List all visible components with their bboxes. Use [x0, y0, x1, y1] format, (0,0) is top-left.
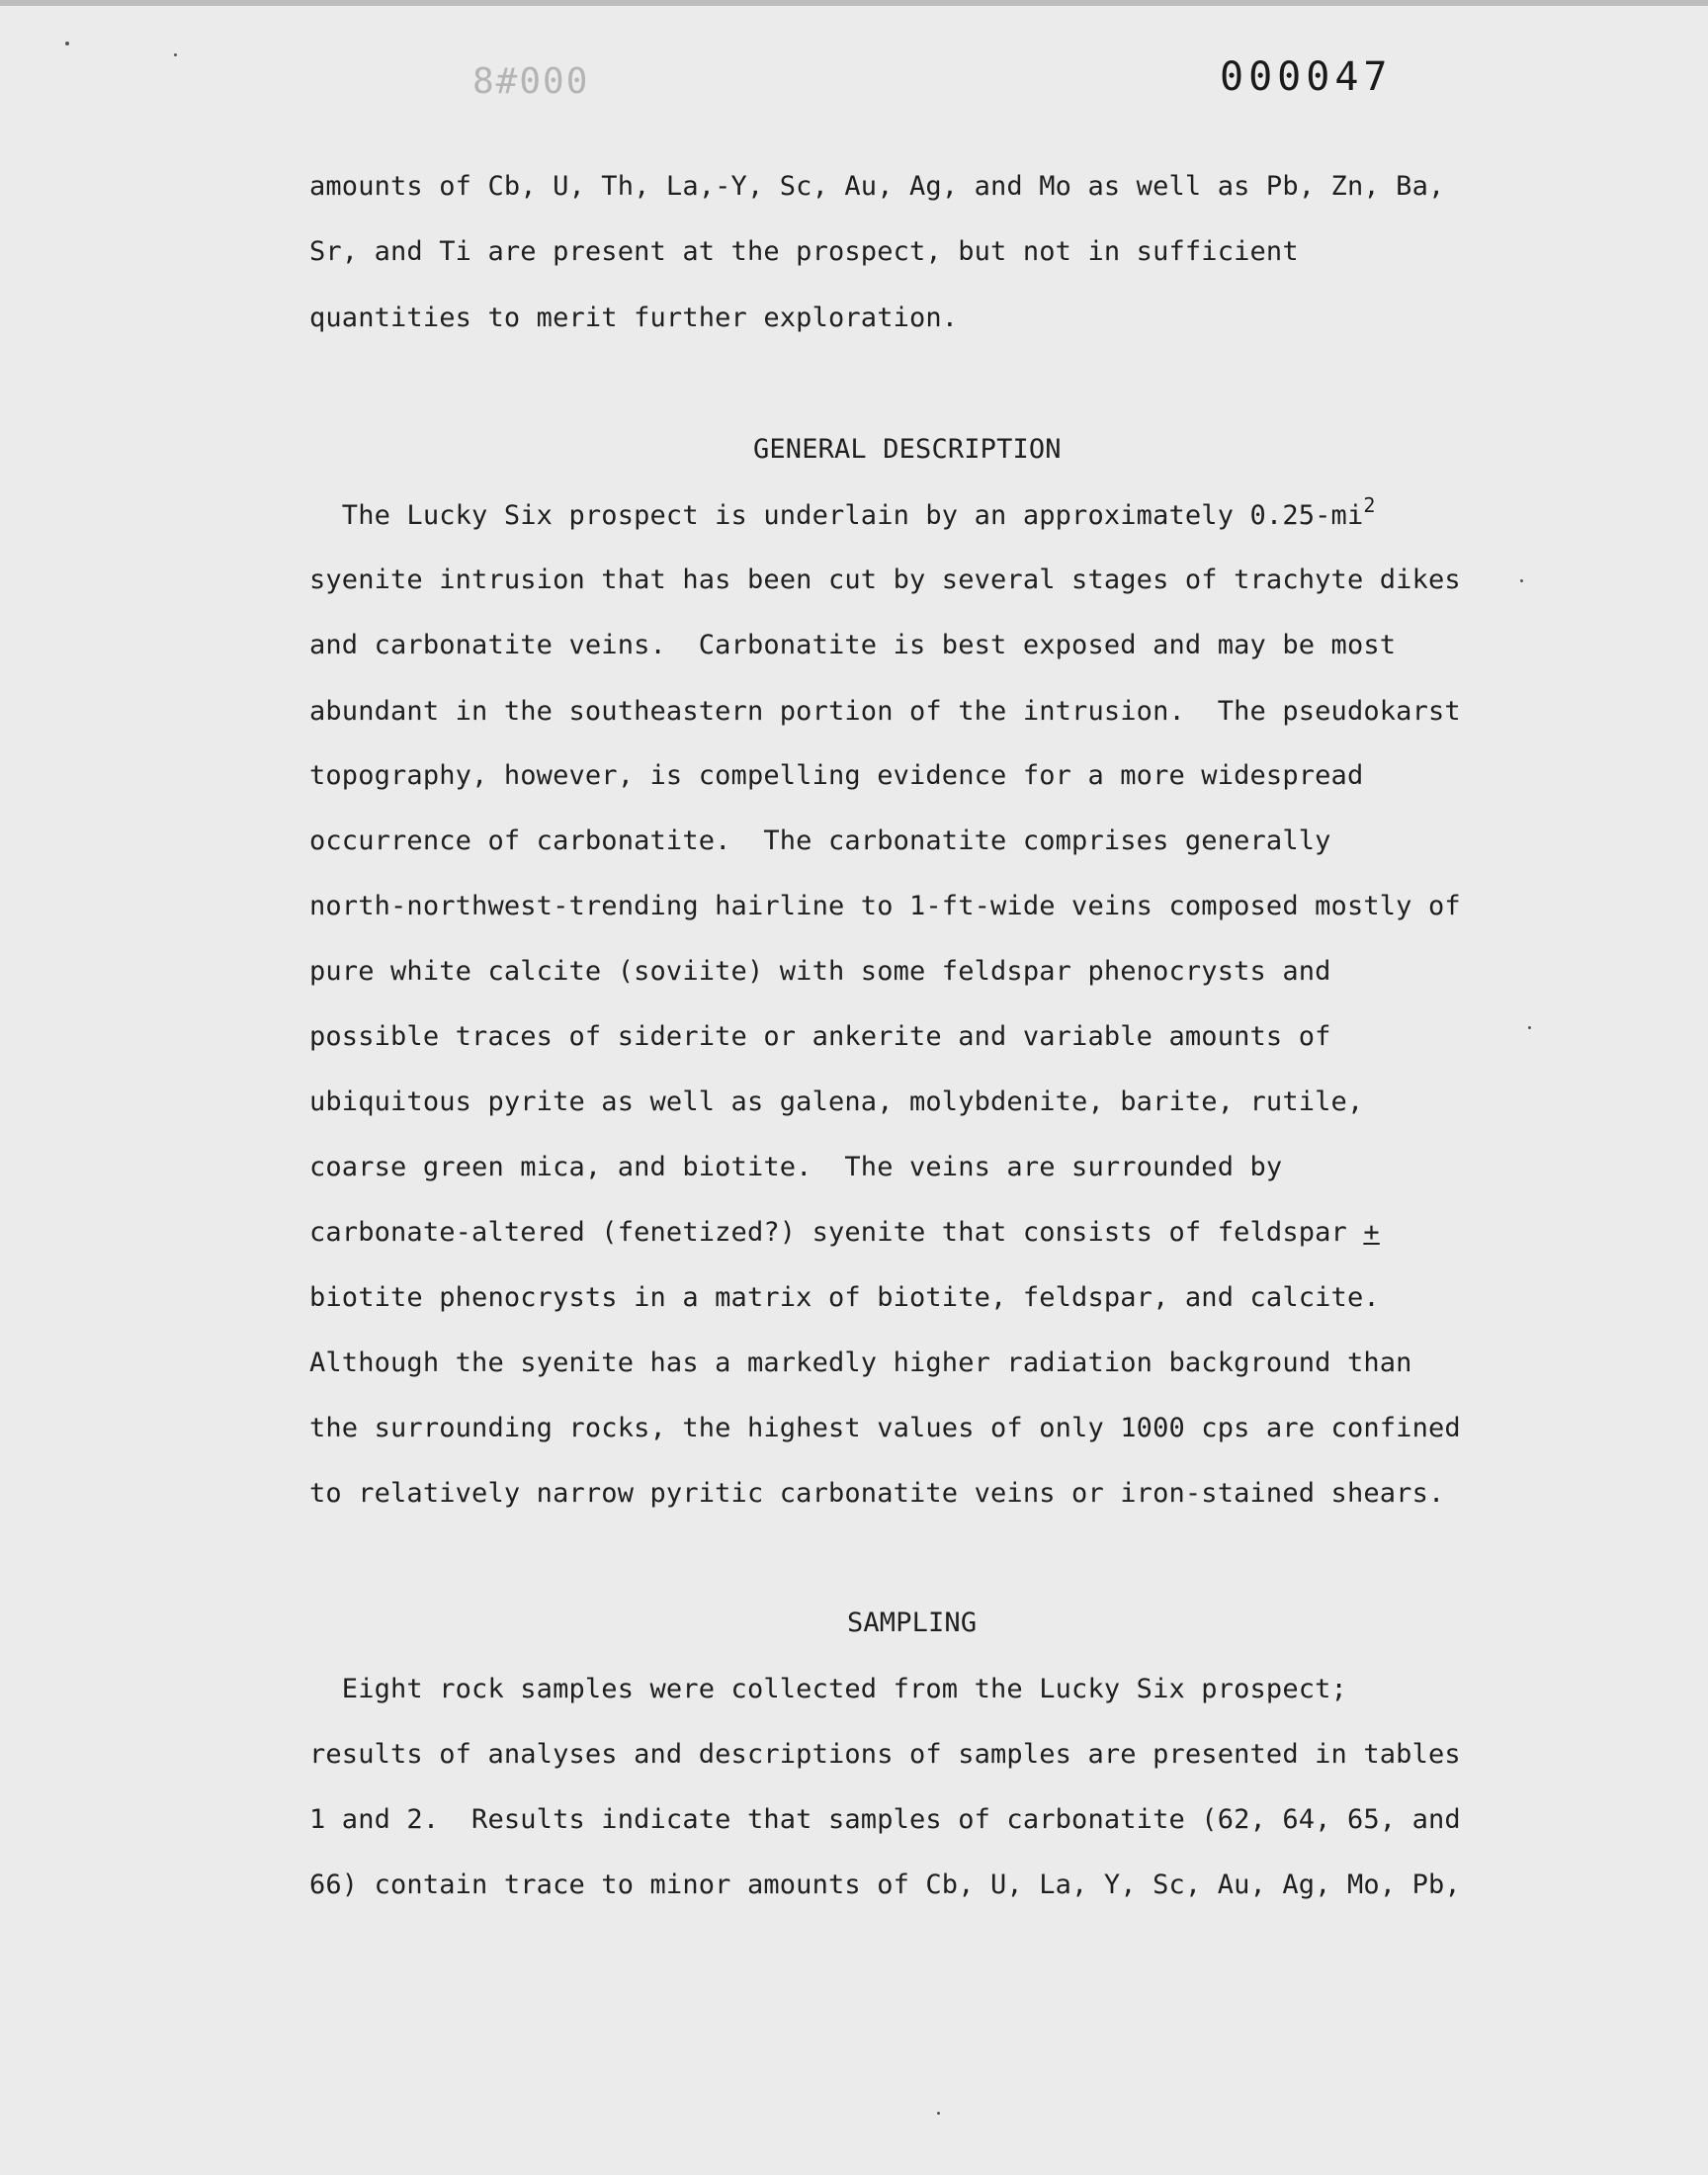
general-description-line: occurrence of carbonatite. The carbonatite comprises generally [309, 826, 1331, 856]
scan-speck [937, 2112, 940, 2115]
general-description-line: abundant in the southeastern portion of the intrusion. The pseudokarst [309, 696, 1461, 727]
general-description-line-text: carbonate-altered (fenetized?) syenite that consists of feldspar [309, 1217, 1364, 1248]
scan-speck [1528, 1026, 1531, 1029]
general-description-line: topography, however, is compelling evidence for a more widespread [309, 760, 1364, 791]
general-description-line-text: The Lucky Six prospect is underlain by an approximately 0.25-mi [309, 500, 1364, 531]
general-description-line: pure white calcite (soviite) with some feldspar phenocrysts and [309, 956, 1331, 987]
scan-speck [65, 42, 69, 45]
general-description-line: north-northwest-trending hairline to 1-ft-wide veins composed mostly of [309, 891, 1461, 921]
superscript-two: 2 [1363, 493, 1376, 517]
general-description-line: biotite phenocrysts in a matrix of biotite, feldspar, and calcite. [309, 1282, 1380, 1313]
general-description-line: possible traces of siderite or ankerite and variable amounts of [309, 1021, 1331, 1052]
general-description-line [309, 1216, 1380, 1250]
general-description-line: ubiquitous pyrite as well as galena, molybdenite, barite, rutile, [309, 1087, 1364, 1117]
sampling-line: Eight rock samples were collected from the Lucky Six prospect; [309, 1674, 1347, 1704]
sampling-line: 66) contain trace to minor amounts of Cb, U, La, Y, Sc, Au, Ag, Mo, Pb, [309, 1870, 1461, 1900]
intro-line: Sr, and Ti are present at the prospect, but not in sufficient [309, 236, 1299, 267]
section-heading-general-description: GENERAL DESCRIPTION [753, 434, 1062, 465]
faded-stamp-number: 8#000 [472, 61, 590, 102]
section-heading-sampling: SAMPLING [847, 1608, 978, 1638]
scan-speck [174, 53, 177, 56]
general-description-line: to relatively narrow pyritic carbonatite veins or iron-stained shears. [309, 1478, 1445, 1509]
general-description-line [309, 493, 1376, 534]
general-description-line: the surrounding rocks, the highest values of only 1000 cps are confined [309, 1413, 1461, 1443]
scan-speck [1520, 579, 1523, 582]
general-description-line: and carbonatite veins. Carbonatite is best exposed and may be most [309, 630, 1397, 660]
intro-line: quantities to merit further exploration. [309, 303, 959, 333]
intro-line: amounts of Cb, U, Th, La,-Y, Sc, Au, Ag, and Mo as well as Pb, Zn, Ba, [309, 171, 1445, 202]
general-description-line: syenite intrusion that has been cut by several stages of trachyte dikes [309, 565, 1461, 595]
general-description-line: coarse green mica, and biotite. The veins are surrounded by [309, 1152, 1283, 1182]
plus-minus-symbol: + [1363, 1217, 1380, 1248]
sampling-line: results of analyses and descriptions of samples are presented in tables [309, 1739, 1461, 1770]
page-number-stamp: 000047 [1220, 54, 1393, 100]
scan-top-edge [0, 0, 1708, 6]
general-description-line: Although the syenite has a markedly higher radiation background than [309, 1348, 1412, 1378]
sampling-line: 1 and 2. Results indicate that samples of carbonatite (62, 64, 65, and [309, 1804, 1461, 1835]
